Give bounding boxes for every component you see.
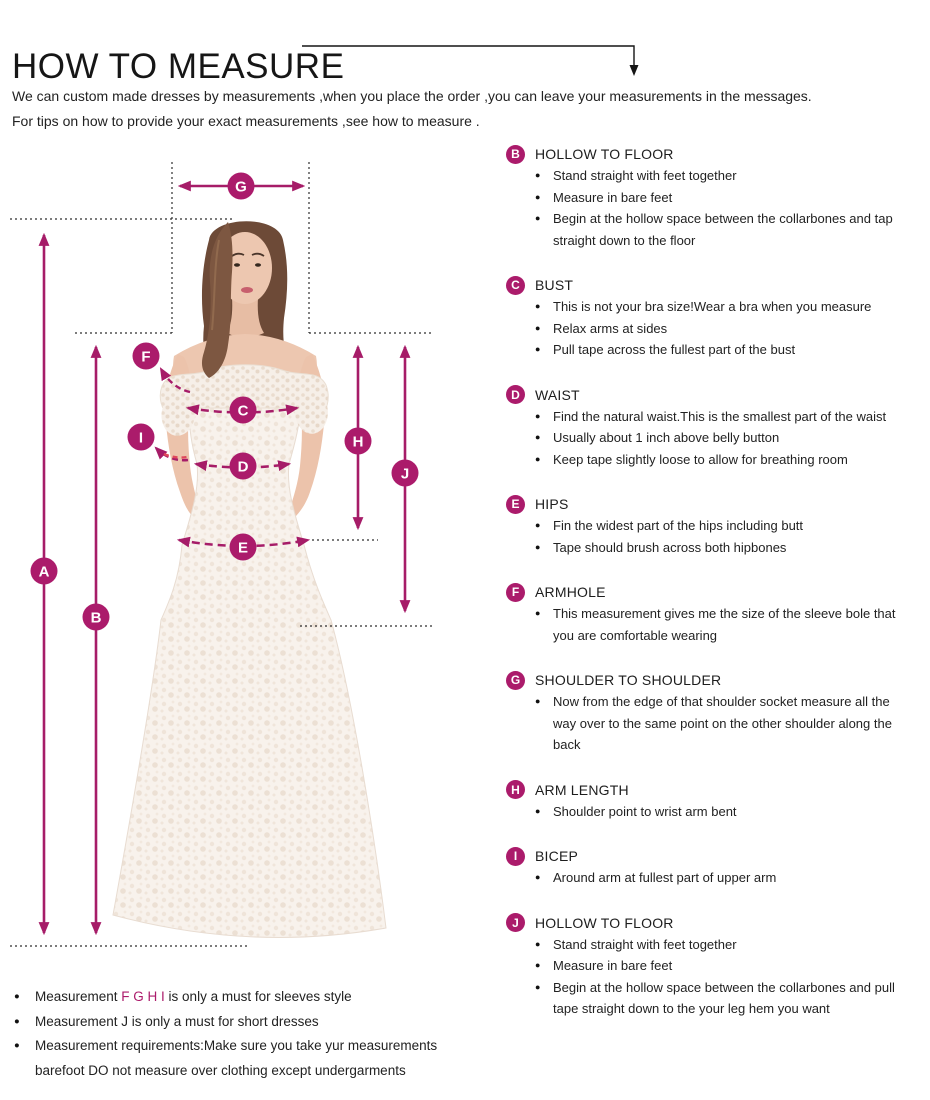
bullet: ● Measure in bare feet bbox=[535, 187, 911, 209]
section-title: HOLLOW TO FLOOR bbox=[535, 146, 674, 162]
section-badge: C bbox=[506, 276, 525, 295]
page-title: HOW TO MEASURE bbox=[12, 47, 345, 87]
circle-f bbox=[133, 343, 160, 370]
diagram-label-e: E bbox=[237, 539, 249, 557]
section-badge: F bbox=[506, 583, 525, 602]
section-hips bbox=[506, 493, 930, 558]
intro-line-1: We can custom made dresses by measurements ,when you place the order ,you can leave your measurements in the messages. bbox=[12, 88, 812, 104]
model-lips bbox=[241, 287, 253, 293]
bullet: ● Relax arms at sides bbox=[535, 318, 911, 340]
bullet: ● Measure in bare feet bbox=[535, 955, 911, 977]
bullet: ● Shoulder point to wrist arm bent bbox=[535, 801, 911, 823]
section-waist bbox=[506, 384, 930, 471]
note-short-dresses bbox=[14, 1010, 454, 1035]
circle-a bbox=[31, 558, 58, 585]
section-title: WAIST bbox=[535, 386, 580, 403]
bullet: ● Fin the widest part of the hips including butt bbox=[535, 515, 911, 537]
model-illustration bbox=[113, 221, 386, 937]
section-armhole bbox=[506, 581, 930, 646]
section-title: HOLLOW TO FLOOR bbox=[535, 914, 674, 931]
bullet: ● Find the natural waist.This is the smallest part of the waist bbox=[535, 406, 911, 428]
circle-h bbox=[345, 428, 372, 455]
section-title: ARM LENGTH bbox=[535, 781, 629, 798]
note-sleeves bbox=[14, 985, 454, 1010]
bullet: ● Begin at the hollow space between the collarbones and pull tape straight down to the your leg hem you want bbox=[535, 977, 911, 1020]
diagram-label-a: A bbox=[38, 563, 50, 581]
bullet: ● Stand straight with feet together bbox=[535, 165, 911, 187]
section-badge: E bbox=[506, 495, 525, 514]
note-text: Measurement J is only a must for short dresses bbox=[35, 1013, 319, 1029]
bullet: ● Usually about 1 inch above belly button bbox=[535, 427, 911, 449]
section-badge: I bbox=[506, 847, 525, 866]
note-requirements bbox=[14, 1034, 454, 1083]
section-badge: D bbox=[506, 385, 525, 404]
bullet: ● Pull tape across the fullest part of the bust bbox=[535, 339, 911, 361]
bullet: ● Around arm at fullest part of upper arm bbox=[535, 867, 911, 889]
instructions-column bbox=[506, 143, 930, 1043]
section-title: BUST bbox=[535, 277, 574, 293]
intro-text bbox=[12, 84, 892, 134]
section-arm-length bbox=[506, 779, 930, 823]
section-bicep bbox=[506, 845, 930, 889]
section-title: HIPS bbox=[535, 496, 569, 512]
section-shoulder-to-shoulder bbox=[506, 669, 930, 756]
diagram-label-b: B bbox=[90, 609, 102, 627]
section-title: SHOULDER TO SHOULDER bbox=[535, 672, 722, 688]
diagram-label-i: I bbox=[138, 429, 144, 447]
circle-e bbox=[230, 534, 257, 561]
diagram-label-g: G bbox=[235, 178, 247, 196]
note-text: Measurement requirements:Make sure you take yur measurements barefoot DO not measure over clothing except undergarments bbox=[35, 1038, 438, 1078]
diagram-label-h: H bbox=[352, 433, 364, 451]
circle-d bbox=[230, 453, 257, 480]
footnotes bbox=[14, 985, 454, 1083]
section-badge: G bbox=[506, 671, 525, 690]
note-highlight-letters: F G H I bbox=[121, 989, 165, 1004]
bullet: ● This is not your bra size!Wear a bra when you measure bbox=[535, 296, 911, 318]
bullet: ● Stand straight with feet together bbox=[535, 934, 911, 956]
section-badge: J bbox=[506, 913, 525, 932]
diagram-label-j: J bbox=[400, 465, 410, 483]
bullet: ● Tape should brush across both hipbones bbox=[535, 537, 911, 559]
bullet: ● Now from the edge of that shoulder socket measure all the way over to the same point on the other shoulder along the back bbox=[535, 691, 911, 756]
circle-j bbox=[392, 460, 419, 487]
bullet: ● Begin at the hollow space between the collarbones and tap straight down to the floor bbox=[535, 208, 911, 251]
diagram-label-c: C bbox=[237, 402, 249, 420]
note-text: Measurement bbox=[35, 989, 122, 1004]
title-pointer-arrow bbox=[0, 0, 930, 90]
circle-i bbox=[128, 424, 155, 451]
note-text: is only a must for sleeves style bbox=[164, 989, 352, 1004]
section-badge: B bbox=[506, 145, 525, 164]
bullet: ● This measurement gives me the size of the sleeve bole that you are comfortable wearing bbox=[535, 603, 911, 646]
circle-b bbox=[83, 604, 110, 631]
diagram-label-d: D bbox=[237, 458, 249, 476]
measurement-diagram bbox=[0, 140, 470, 975]
circle-g bbox=[228, 173, 255, 200]
section-hollow-to-floor-b bbox=[506, 143, 930, 251]
model-right-eye bbox=[255, 263, 261, 266]
section-bust bbox=[506, 274, 930, 361]
section-hollow-to-floor-j bbox=[506, 912, 930, 1020]
diagram-label-f: F bbox=[141, 348, 151, 366]
section-badge: H bbox=[506, 780, 525, 799]
section-title: BICEP bbox=[535, 848, 579, 864]
intro-line-2: For tips on how to provide your exact measurements ,see how to measure . bbox=[12, 113, 480, 129]
circle-c bbox=[230, 397, 257, 424]
bullet: ● Keep tape slightly loose to allow for breathing room bbox=[535, 449, 911, 471]
model-left-eye bbox=[234, 263, 240, 266]
section-title: ARMHOLE bbox=[535, 584, 606, 600]
